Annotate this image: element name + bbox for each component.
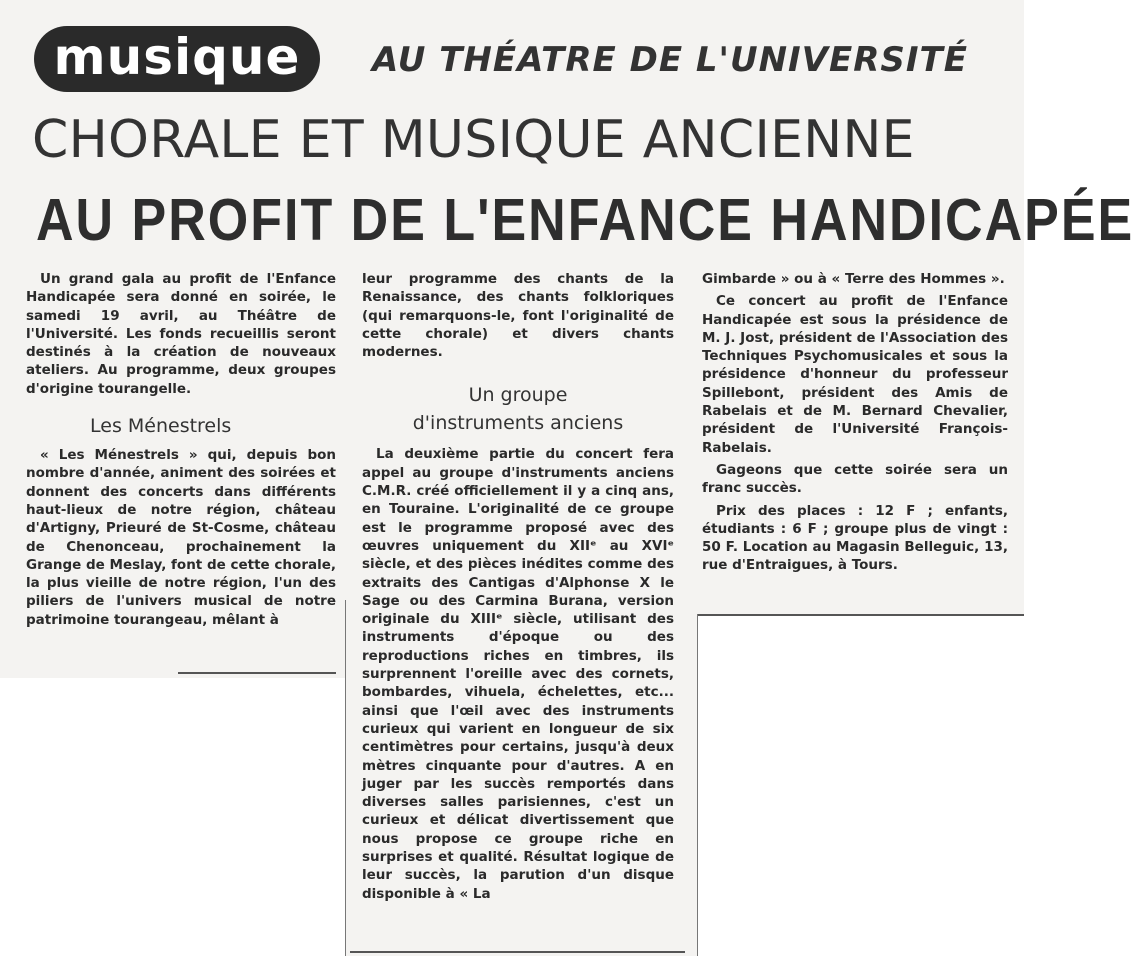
instruments-paragraph: La deuxième partie du concert fera appel au groupe d'instruments anciens C.M.R. créé officiellement il y a cinq ans, en Touraine. L'originalité de ce groupe est le programme proposé avec des œuvres uniquement du XIIᵉ au XVIᵉ siècle, et des pièces inédites comme des extraits des Cantigas d'Alphonse X le Sage ou des Carmina Burana, version originale du XIIIᵉ siècle, utilisant des instruments d'époque ou des reproductions riches en timbres, ils surprennent l'oreille avec des cornets, bombardes, vihuela, échelettes, etc... ainsi que l'œil avec des instruments curieux qui varient en longueur de six centimètres pour certains, jusqu'à deux mètres cinquante pour d'autres. A en juger par les succès remportés dans diverses salles parisiennes, c'est un curieux et délicat divertissement que nous propose ce groupe riche en surprises et qualité. Résultat logique de leur succès, la parution d'un disque disponible à « La <box>362 446 674 902</box>
column-end-rule-right <box>697 614 1024 616</box>
article-column-2 <box>362 270 674 907</box>
subhead-instruments-line-1: Un groupe <box>468 384 568 407</box>
article-column-1 <box>26 270 336 633</box>
article-column-3 <box>702 270 1008 579</box>
column-end-rule-middle <box>350 951 685 953</box>
clipping-background-right <box>697 600 1024 614</box>
subhead-instruments-line-2: d'instruments anciens <box>412 412 624 435</box>
continued-paragraph: leur programme des chants de la Renaissance, des chants folkloriques (qui remarquons-le, font l'originalité de cette chorale) et divers chants modernes. <box>362 271 674 361</box>
subhead-menestrels: Les Ménestrels <box>90 415 232 438</box>
column-end-rule <box>178 672 336 674</box>
headline-line-2: AU PROFIT DE L'ENFANCE HANDICAPÉE <box>36 187 1134 254</box>
headline-line-1: CHORALE ET MUSIQUE ANCIENNE <box>32 110 915 170</box>
section-badge: musique <box>34 26 320 92</box>
continued-paragraph-2: Gimbarde » ou à « Terre des Hommes ». <box>702 271 1005 287</box>
patronage-paragraph: Ce concert au profit de l'Enfance Handicapée est sous la présidence de M. J. Jost, président de l'Association des Techniques Psychomusicales et sous la présidence d'honneur du professeur Spillebont, président des Amis de Rabelais et de M. Bernard Chevalier, président de l'Université François-Rabelais. <box>702 293 1008 456</box>
intro-paragraph: Un grand gala au profit de l'Enfance Handicapée sera donné en soirée, le samedi 19 avril, au Théâtre de l'Université. Les fonds recueillis seront destinés à la création de nouveaux ateliers. Au programme, deux groupes d'origine tourangelle. <box>26 271 336 397</box>
kicker-title: AU THÉATRE DE L'UNIVERSITÉ <box>372 40 968 80</box>
column-divider-right <box>697 614 698 956</box>
wish-paragraph: Gageons que cette soirée sera un franc succès. <box>702 461 1008 497</box>
menestrels-paragraph: « Les Ménestrels » qui, depuis bon nombre d'année, animent des soirées et donnent des concerts dans différents haut-lieux de notre région, château d'Artigny, Prieuré de St-Cosme, château de Chenonceau, prochainement la Grange de Meslay, font de cette chorale, la plus vieille de notre région, l'un des piliers de l'univers musical de notre patrimoine tourangeau, mêlant à <box>26 447 336 628</box>
column-divider-left <box>345 600 346 956</box>
prices-paragraph: Prix des places : 12 F ; enfants, étudiants : 6 F ; groupe plus de vingt : 50 F. Location au Magasin Belleguic, 13, rue d'Entraigues, à Tours. <box>702 502 1008 574</box>
